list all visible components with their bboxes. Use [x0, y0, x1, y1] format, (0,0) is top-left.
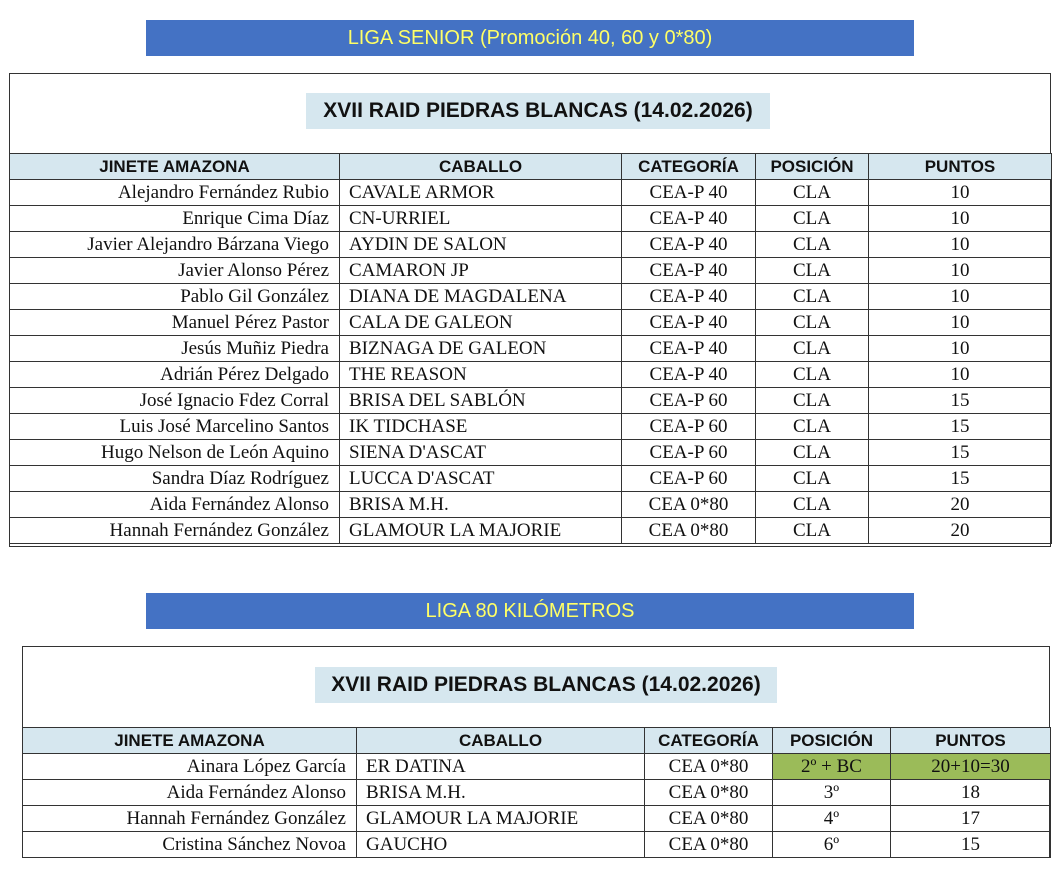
- cell-category: CEA-P 40: [622, 232, 756, 258]
- table-row: [10, 232, 1052, 258]
- col-header-points: PUNTOS: [891, 728, 1051, 754]
- col-header-horse: CABALLO: [340, 154, 622, 180]
- cell-position: CLA: [756, 232, 869, 258]
- cell-position: CLA: [756, 362, 869, 388]
- cell-category: CEA-P 60: [622, 440, 756, 466]
- cell-position: CLA: [756, 310, 869, 336]
- table-row: [10, 388, 1052, 414]
- col-header-rider: JINETE AMAZONA: [23, 728, 357, 754]
- col-header-horse: CABALLO: [357, 728, 645, 754]
- cell-horse: ER DATINA: [357, 754, 645, 780]
- cell-horse: BRISA DEL SABLÓN: [340, 388, 622, 414]
- cell-position: CLA: [756, 388, 869, 414]
- cell-category: CEA 0*80: [645, 806, 773, 832]
- cell-category: CEA 0*80: [645, 832, 773, 858]
- cell-points: 15: [869, 466, 1052, 492]
- cell-points: 10: [869, 310, 1052, 336]
- col-header-position: POSICIÓN: [773, 728, 891, 754]
- cell-position: CLA: [756, 258, 869, 284]
- cell-points: 10: [869, 232, 1052, 258]
- cell-category: CEA-P 40: [622, 180, 756, 206]
- liga-senior-banner: LIGA SENIOR (Promoción 40, 60 y 0*80): [146, 20, 914, 56]
- cell-points: 20: [869, 518, 1052, 544]
- km80-results-frame: [22, 646, 1050, 858]
- cell-position: CLA: [756, 492, 869, 518]
- senior-results-body: [10, 180, 1052, 544]
- cell-position: CLA: [756, 518, 869, 544]
- cell-horse: DIANA DE MAGDALENA: [340, 284, 622, 310]
- cell-category: CEA-P 60: [622, 466, 756, 492]
- liga-80km-banner: LIGA 80 KILÓMETROS: [146, 593, 914, 629]
- cell-position: CLA: [756, 180, 869, 206]
- cell-rider: Jesús Muñiz Piedra: [10, 336, 340, 362]
- cell-points: 10: [869, 336, 1052, 362]
- cell-position: CLA: [756, 414, 869, 440]
- cell-rider: Hugo Nelson de León Aquino: [10, 440, 340, 466]
- cell-rider: Cristina Sánchez Novoa: [23, 832, 357, 858]
- cell-category: CEA-P 60: [622, 414, 756, 440]
- table-row: [10, 466, 1052, 492]
- table-header-row: [10, 154, 1052, 180]
- table-row: [23, 832, 1051, 858]
- cell-rider: Manuel Pérez Pastor: [10, 310, 340, 336]
- cell-category: CEA 0*80: [622, 518, 756, 544]
- km80-results-table: [22, 727, 1051, 858]
- cell-position: CLA: [756, 466, 869, 492]
- cell-points: 18: [891, 780, 1051, 806]
- table-row: [10, 492, 1052, 518]
- table-row: [10, 336, 1052, 362]
- cell-horse: LUCCA D'ASCAT: [340, 466, 622, 492]
- cell-points: 15: [869, 414, 1052, 440]
- cell-rider: Aida Fernández Alonso: [10, 492, 340, 518]
- cell-horse: IK TIDCHASE: [340, 414, 622, 440]
- col-header-category: CATEGORÍA: [645, 728, 773, 754]
- cell-points: 20: [869, 492, 1052, 518]
- cell-points: 10: [869, 284, 1052, 310]
- cell-position: 4º: [773, 806, 891, 832]
- cell-category: CEA-P 40: [622, 258, 756, 284]
- table-row: [10, 440, 1052, 466]
- table-row: [10, 518, 1052, 544]
- cell-category: CEA-P 40: [622, 206, 756, 232]
- table-row: [10, 284, 1052, 310]
- cell-position: CLA: [756, 284, 869, 310]
- table-row: [10, 310, 1052, 336]
- cell-category: CEA-P 60: [622, 388, 756, 414]
- cell-rider: Luis José Marcelino Santos: [10, 414, 340, 440]
- cell-rider: Alejandro Fernández Rubio: [10, 180, 340, 206]
- cell-horse: CAMARON JP: [340, 258, 622, 284]
- cell-category: CEA-P 40: [622, 284, 756, 310]
- cell-rider: Enrique Cima Díaz: [10, 206, 340, 232]
- cell-rider: Hannah Fernández González: [10, 518, 340, 544]
- cell-horse: GLAMOUR LA MAJORIE: [357, 806, 645, 832]
- km80-results-body: [23, 754, 1051, 858]
- cell-horse: BIZNAGA DE GALEON: [340, 336, 622, 362]
- table-row: [23, 754, 1051, 780]
- cell-rider: Pablo Gil González: [10, 284, 340, 310]
- cell-points: 10: [869, 206, 1052, 232]
- cell-horse: CALA DE GALEON: [340, 310, 622, 336]
- cell-points: 15: [891, 832, 1051, 858]
- km80-event-title: XVII RAID PIEDRAS BLANCAS (14.02.2026): [315, 667, 777, 703]
- table-row: [10, 362, 1052, 388]
- table-row: [10, 180, 1052, 206]
- cell-category: CEA-P 40: [622, 362, 756, 388]
- cell-horse: SIENA D'ASCAT: [340, 440, 622, 466]
- col-header-points: PUNTOS: [869, 154, 1052, 180]
- table-row: [23, 806, 1051, 832]
- table-row: [10, 206, 1052, 232]
- cell-points: 10: [869, 180, 1052, 206]
- cell-position: 2º + BC: [773, 754, 891, 780]
- senior-results-table: [9, 153, 1052, 544]
- cell-points: 10: [869, 362, 1052, 388]
- col-header-rider: JINETE AMAZONA: [10, 154, 340, 180]
- cell-horse: GAUCHO: [357, 832, 645, 858]
- cell-position: 6º: [773, 832, 891, 858]
- cell-position: CLA: [756, 206, 869, 232]
- cell-horse: THE REASON: [340, 362, 622, 388]
- cell-rider: Hannah Fernández González: [23, 806, 357, 832]
- table-row: [23, 780, 1051, 806]
- cell-horse: CN-URRIEL: [340, 206, 622, 232]
- table-row: [10, 258, 1052, 284]
- table-row: [10, 414, 1052, 440]
- cell-horse: AYDIN DE SALON: [340, 232, 622, 258]
- cell-horse: BRISA M.H.: [340, 492, 622, 518]
- cell-rider: Javier Alonso Pérez: [10, 258, 340, 284]
- cell-horse: GLAMOUR LA MAJORIE: [340, 518, 622, 544]
- col-header-category: CATEGORÍA: [622, 154, 756, 180]
- table-header-row: [23, 728, 1051, 754]
- cell-rider: Ainara López García: [23, 754, 357, 780]
- senior-results-frame: [9, 73, 1051, 547]
- cell-points: 17: [891, 806, 1051, 832]
- senior-event-title: XVII RAID PIEDRAS BLANCAS (14.02.2026): [306, 93, 770, 129]
- cell-rider: Sandra Díaz Rodríguez: [10, 466, 340, 492]
- cell-rider: Adrián Pérez Delgado: [10, 362, 340, 388]
- cell-category: CEA 0*80: [622, 492, 756, 518]
- cell-rider: José Ignacio Fdez Corral: [10, 388, 340, 414]
- cell-points: 10: [869, 258, 1052, 284]
- cell-rider: Javier Alejandro Bárzana Viego: [10, 232, 340, 258]
- cell-category: CEA-P 40: [622, 336, 756, 362]
- cell-horse: BRISA M.H.: [357, 780, 645, 806]
- cell-rider: Aida Fernández Alonso: [23, 780, 357, 806]
- cell-position: CLA: [756, 440, 869, 466]
- cell-category: CEA 0*80: [645, 754, 773, 780]
- cell-category: CEA-P 40: [622, 310, 756, 336]
- cell-points: 15: [869, 388, 1052, 414]
- cell-position: 3º: [773, 780, 891, 806]
- col-header-position: POSICIÓN: [756, 154, 869, 180]
- cell-position: CLA: [756, 336, 869, 362]
- cell-horse: CAVALE ARMOR: [340, 180, 622, 206]
- cell-category: CEA 0*80: [645, 780, 773, 806]
- cell-points: 20+10=30: [891, 754, 1051, 780]
- cell-points: 15: [869, 440, 1052, 466]
